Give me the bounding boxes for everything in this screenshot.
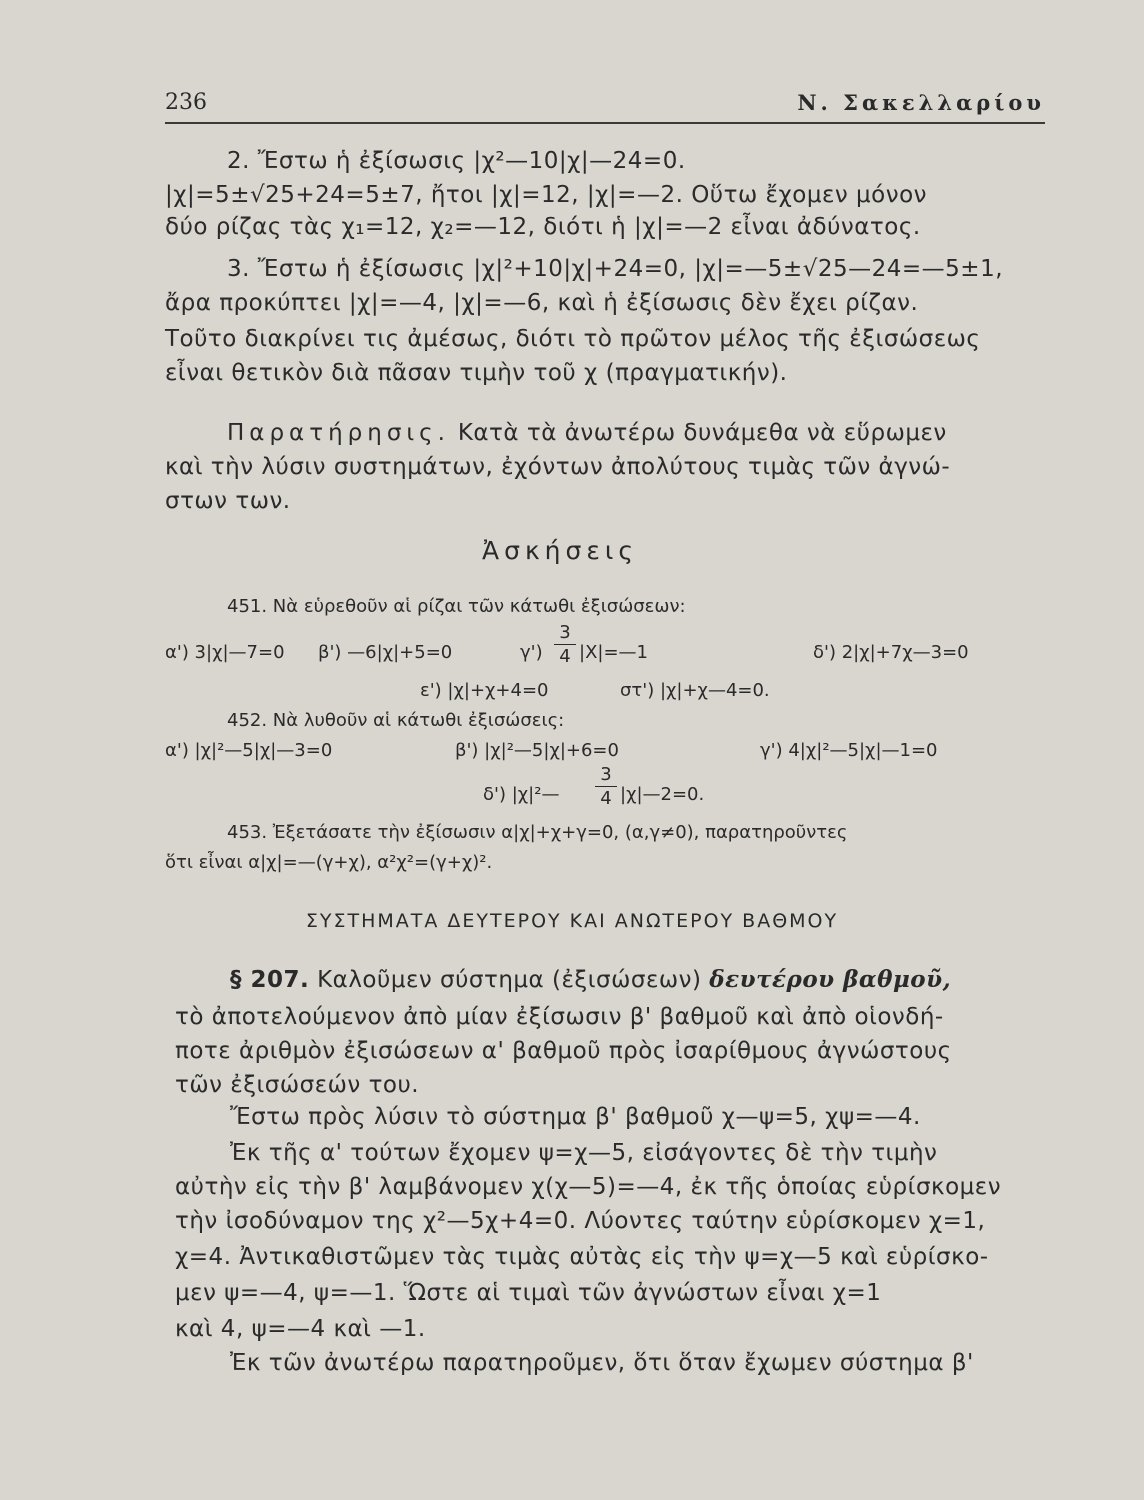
text-line: |χ|=5±√25+24=5±7, ἤτοι |χ|=12, |χ|=—2. Οὕτω ἔχομεν μόνον <box>165 182 928 208</box>
section-heading: ΣΥΣΤΗΜΑΤΑ ΔΕΥΤΕΡΟΥ ΚΑΙ ΑΝΩΤΕΡΟΥ ΒΑΘΜΟΥ <box>305 910 839 932</box>
text-line: Ἔστω πρὸς λύσιν τὸ σύστημα β' βαθμοῦ χ—ψ=5, χψ=—4. <box>230 1104 921 1130</box>
exercise-452-c: γ') 4|χ|²—5|χ|—1=0 <box>760 740 938 761</box>
page-number: 236 <box>165 90 207 115</box>
fraction-numerator: 3 <box>559 622 571 643</box>
exercise-453-line2: ὅτι εἶναι α|χ|=—(γ+χ), α²χ²=(γ+χ)². <box>165 852 493 873</box>
text-line: τῶν ἐξισώσεών του. <box>175 1072 420 1098</box>
exercise-451-st: στ') |χ|+χ—4=0. <box>620 680 770 701</box>
paragraph-lead: Καλοῦμεν σύστημα (ἐξισώσεων) <box>317 967 702 993</box>
text-line: χ=4. Ἀντικαθιστῶμεν τὰς τιμὰς αὐτὰς εἰς τὴν ψ=χ—5 καὶ εὑρίσκο- <box>175 1244 989 1270</box>
exercise-451-c-suffix: |X|=—1 <box>579 642 648 663</box>
text-line: Ἐκ τῶν ἀνωτέρω παρατηροῦμεν, ὅτι ὅταν ἔχωμεν σύστημα β' <box>230 1350 974 1376</box>
text-line: ἄρα προκύπτει |χ|=—4, |χ|=—6, καὶ ἡ ἐξίσωσις δὲν ἔχει ρίζαν. <box>165 290 919 316</box>
exercise-452-b: β') |χ|²—5|χ|+6=0 <box>455 740 619 761</box>
text-line: Τοῦτο διακρίνει τις ἀμέσως, διότι τὸ πρῶτον μέλος τῆς ἐξισώσεως <box>165 326 981 352</box>
fraction <box>595 764 617 809</box>
running-author: Ν. Σακελλαρίου <box>797 90 1045 115</box>
text-line: 2. Ἔστω ἡ ἐξίσωσις |χ²—10|χ|—24=0. <box>227 148 686 174</box>
text-line: αὐτὴν εἰς τὴν β' λαμβάνομεν χ(χ—5)=—4, ἐκ τῆς ὁποίας εὑρίσκομεν <box>175 1174 1002 1200</box>
text-line: τὸ ἀποτελούμενον ἀπὸ μίαν ἐξίσωσιν β' βαθμοῦ καὶ ἀπὸ οἱονδή- <box>175 1004 944 1030</box>
text-line: ποτε ἀριθμὸν ἐξισώσεων α' βαθμοῦ πρὸς ἰσαρίθμους ἀγνώστους <box>175 1038 952 1064</box>
fraction-denominator: 4 <box>559 646 571 667</box>
exercise-451-a: α') 3|χ|—7=0 <box>165 642 285 663</box>
defined-term: δευτέρου βαθμοῦ, <box>709 966 952 993</box>
text-line: καὶ 4, ψ=—4 καὶ —1. <box>175 1316 426 1342</box>
text-line: στων των. <box>165 488 291 514</box>
text-line: 3. Ἔστω ἡ ἐξίσωσις |χ|²+10|χ|+24=0, |χ|=—5±√25—24=—5±1, <box>227 256 1004 282</box>
remark-text: Κατὰ τὰ ἀνωτέρω δυνάμεθα νὰ εὕρωμεν <box>457 420 947 446</box>
exercise-452-a: α') |χ|²—5|χ|—3=0 <box>165 740 333 761</box>
exercise-451-e: ε') |χ|+χ+4=0 <box>420 680 549 701</box>
text-line: εἶναι θετικὸν διὰ πᾶσαν τιμὴν τοῦ χ (πραγματικήν). <box>165 360 788 386</box>
text-line: μεν ψ=—4, ψ=—1. Ὥστε αἱ τιμαὶ τῶν ἀγνώστων εἶναι χ=1 <box>175 1280 882 1306</box>
exercise-451-d: δ') 2|χ|+7χ—3=0 <box>813 642 969 663</box>
exercises-title: Ἀσκήσεις <box>482 536 639 565</box>
exercise-451-c-prefix: γ') <box>520 642 543 663</box>
fraction-denominator: 4 <box>600 788 612 809</box>
fraction <box>554 622 576 667</box>
fraction-numerator: 3 <box>600 764 612 785</box>
exercise-453-line1: 453. Ἐξετάσατε τὴν ἐξίσωσιν α|χ|+χ+γ=0, (α,γ≠0), παρατηροῦντες <box>227 822 848 843</box>
exercise-452-intro: 452. Νὰ λυθοῦν αἱ κάτωθι ἐξισώσεις: <box>227 710 565 731</box>
exercise-452-d-suffix: |χ|—2=0. <box>620 784 705 805</box>
text-line: δύο ρίζας τὰς χ₁=12, χ₂=—12, διότι ἡ |χ|=—2 εἶναι ἀδύνατος. <box>165 214 921 240</box>
remark-line <box>227 420 947 446</box>
text-line: τὴν ἰσοδύναμον της χ²—5χ+4=0. Λύοντες ταύτην εὑρίσκομεν χ=1, <box>175 1208 986 1234</box>
text-line: καὶ τὴν λύσιν συστημάτων, ἐχόντων ἀπολύτους τιμὰς τῶν ἀγνώ- <box>165 454 951 480</box>
exercise-452-d-prefix: δ') |χ|²— <box>483 784 560 805</box>
text-line: Ἐκ τῆς α' τούτων ἔχομεν ψ=χ—5, εἰσάγοντες δὲ τὴν τιμὴν <box>230 1140 938 1166</box>
exercise-451-b: β') —6|χ|+5=0 <box>318 642 453 663</box>
exercise-451-intro: 451. Νὰ εὑρεθοῦν αἱ ρίζαι τῶν κάτωθι ἐξισώσεων: <box>227 596 686 617</box>
paragraph-first-line <box>230 966 951 993</box>
page-header <box>165 86 1045 124</box>
paragraph-number: § 207. <box>230 967 310 993</box>
remark-label: Παρατήρησις. <box>227 420 450 446</box>
